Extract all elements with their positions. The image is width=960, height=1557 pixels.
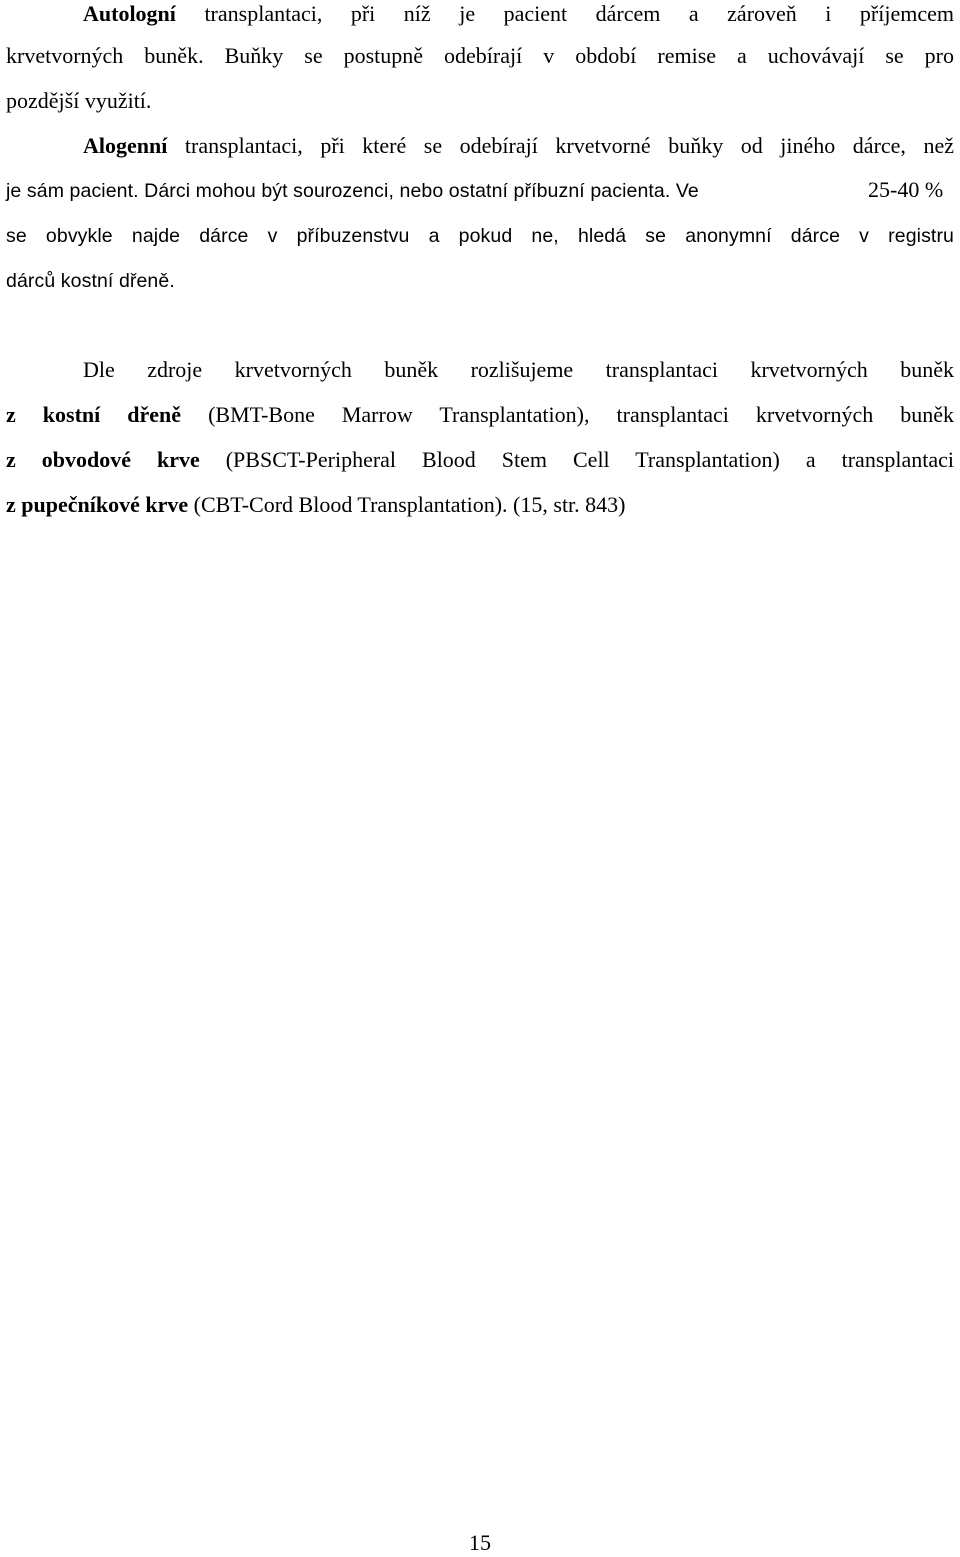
alogenni-line-4: dárců kostní dřeně. [6, 270, 175, 292]
alogenni-line-1 [83, 132, 954, 160]
alogenni-term: Alogenní [83, 133, 168, 158]
zdroje-line-3 [6, 446, 954, 474]
zdroje-line-2-text: (BMT-Bone Marrow Transplantation), transplantaci krvetvorných buněk [181, 402, 955, 427]
alogenni-percent: 25-40 % [868, 177, 944, 202]
alogenni-line-1-text: transplantaci, při které se odebírají krvetvorné buňky od jiného dárce, než [167, 133, 954, 158]
page-number: 15 [469, 1530, 491, 1555]
alogenni-line-3: se obvykle najde dárce v příbuzenstvu a pokud ne, hledá se anonymní dárce v registru [6, 225, 954, 247]
zdroje-line-4-text: (CBT-Cord Blood Transplantation). (15, str. 843) [188, 492, 626, 517]
term-kostni-dren: z kostní dřeně [6, 402, 182, 427]
zdroje-line-3-text: (PBSCT-Peripheral Blood Stem Cell Transplantation) a transplantaci [199, 447, 955, 472]
autologni-line-3: pozdější využití. [6, 88, 152, 113]
zdroje-line-4 [6, 491, 626, 519]
term-obvodova-krev: z obvodové krve [6, 447, 200, 472]
alogenni-line-2: je sám pacient. Dárci mohou být sourozenci, nebo ostatní příbuzní pacienta. Ve [6, 180, 699, 202]
term-pupecnikova-krev: z pupečníkové krve [6, 492, 189, 517]
zdroje-line-1: Dle zdroje krvetvorných buněk rozlišujeme transplantaci krvetvorných buněk [83, 357, 954, 382]
zdroje-line-2 [6, 401, 954, 429]
autologni-line-1-text: transplantaci, při níž je pacient dárcem a zároveň i příjemcem [175, 1, 954, 26]
autologni-line-1 [83, 0, 954, 28]
autologni-term: Autologní [83, 1, 176, 26]
autologni-line-2: krvetvorných buněk. Buňky se postupně odebírají v období remise a uchovávají se pro [6, 43, 954, 68]
